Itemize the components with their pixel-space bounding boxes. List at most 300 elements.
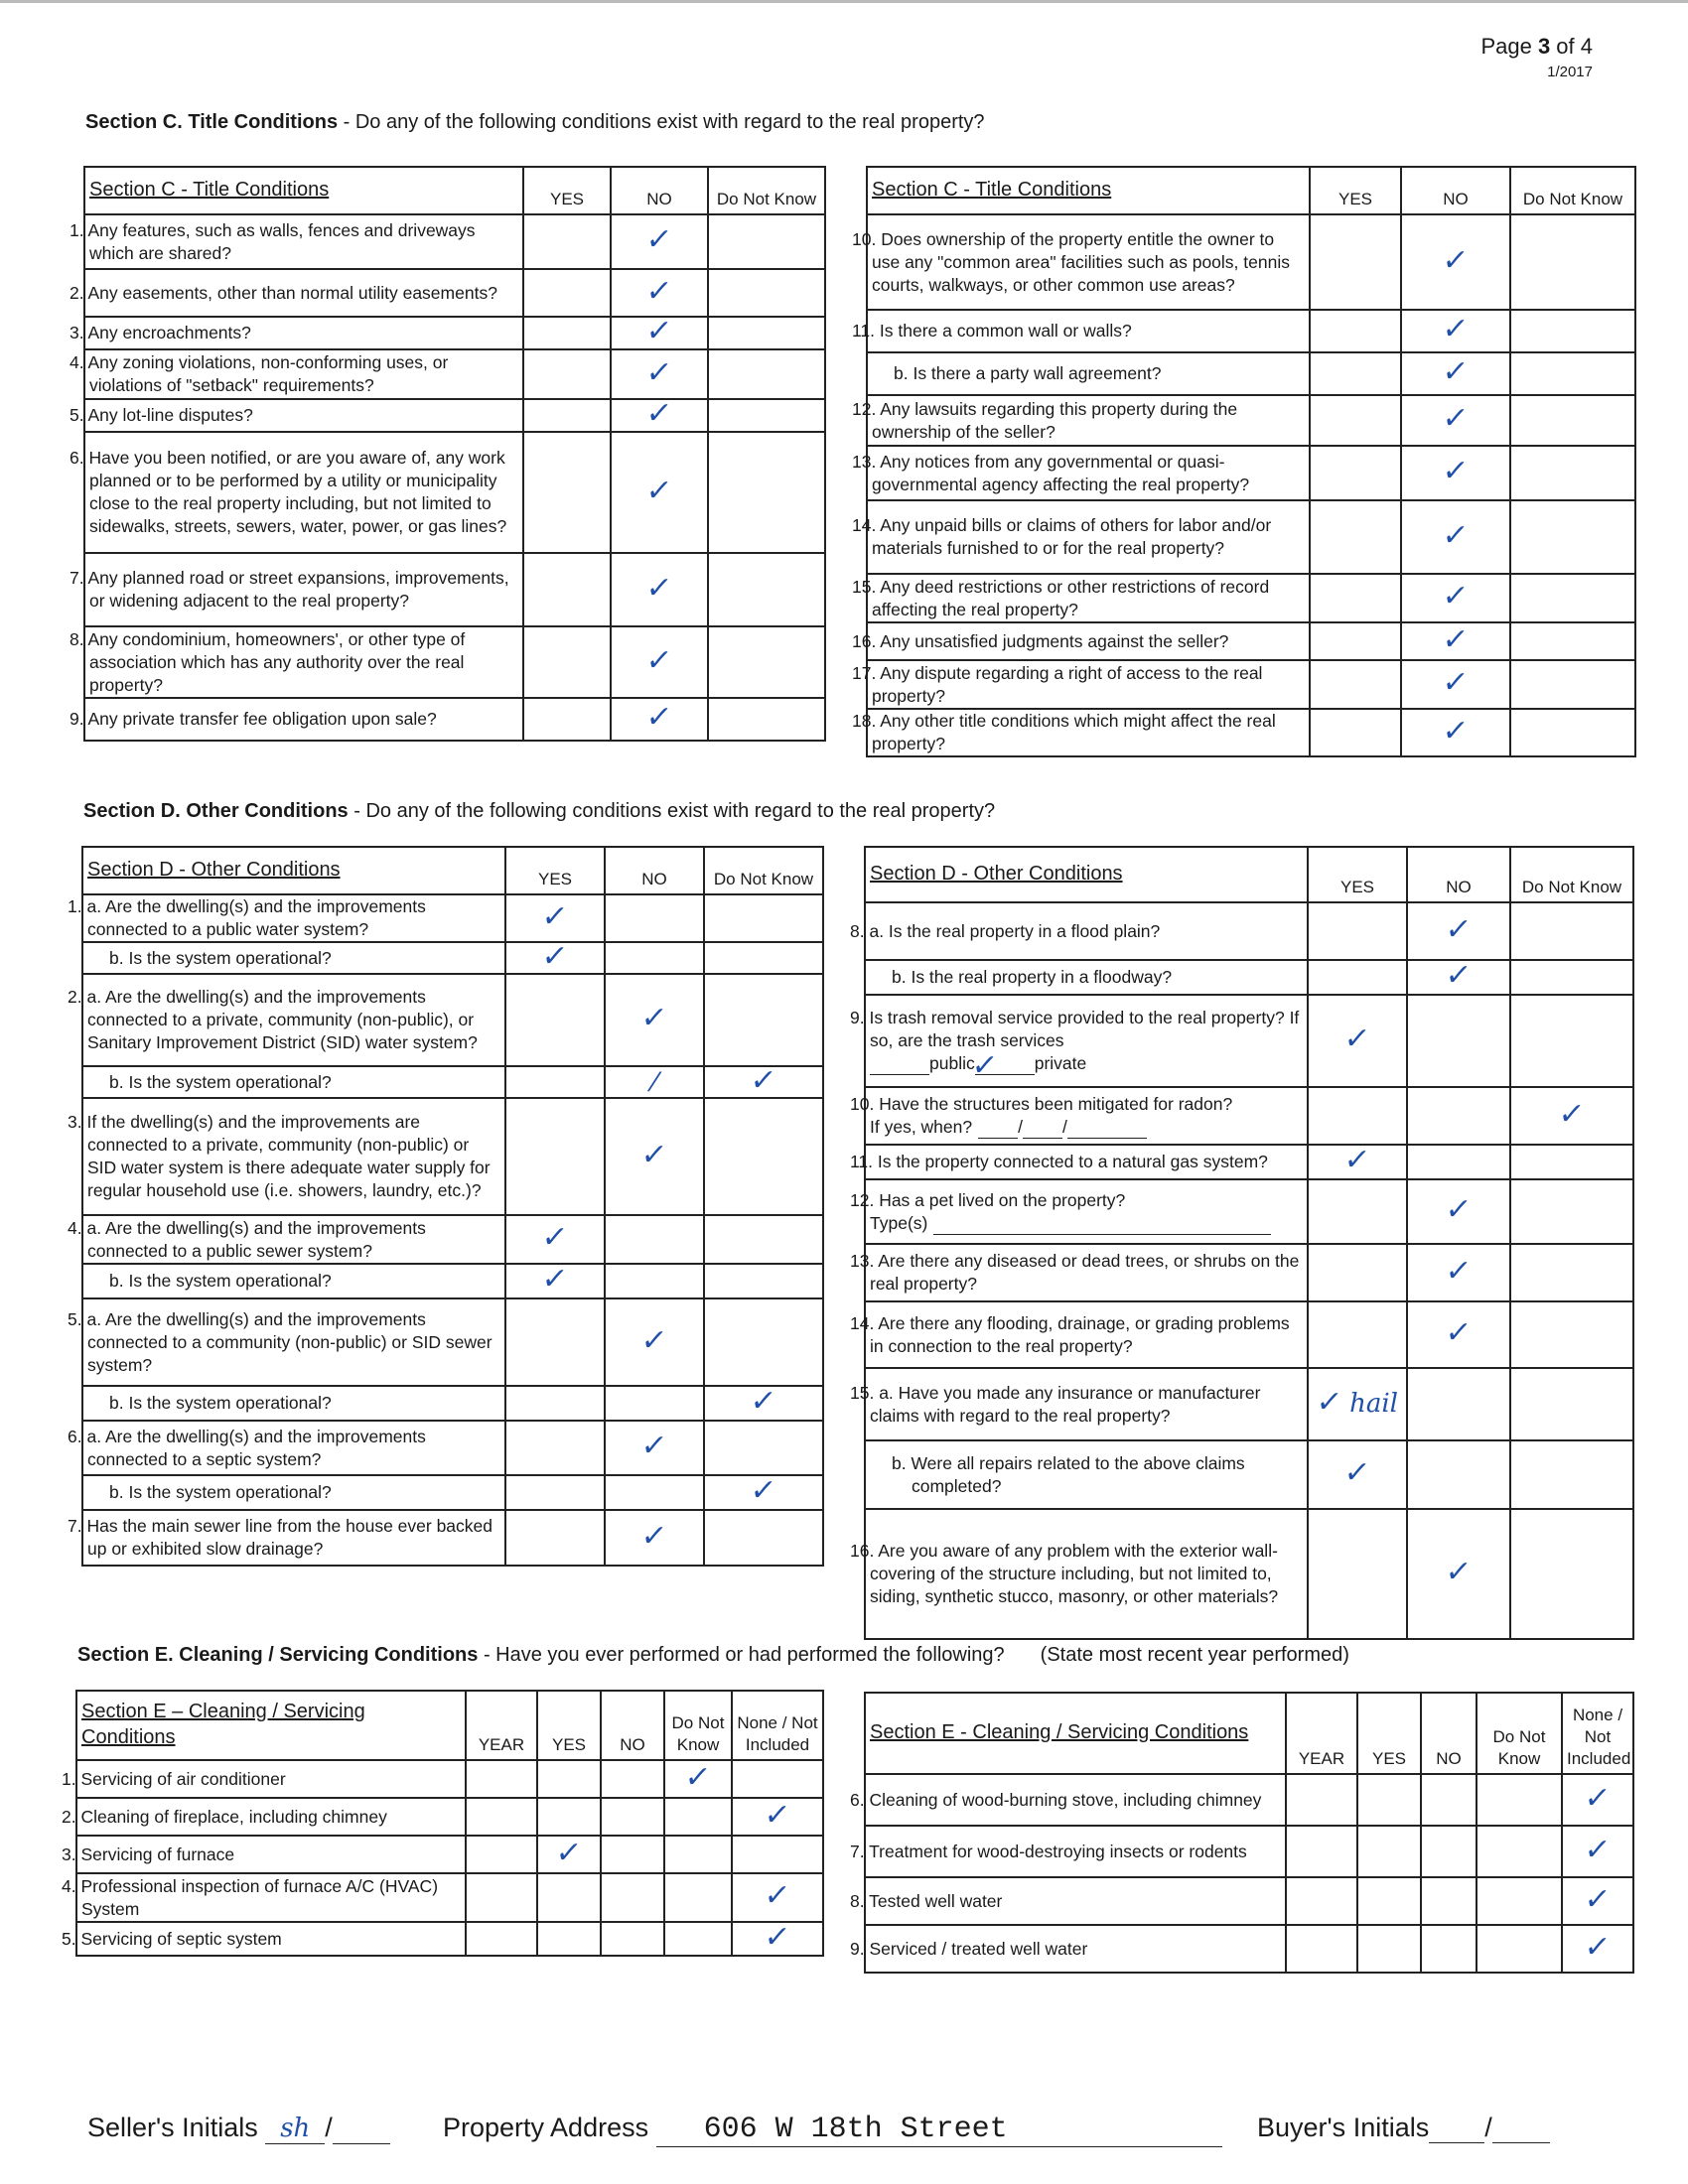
question-text: 4. Any zoning violations, non-conforming uses, or violations of "setback" requirements? xyxy=(84,349,523,399)
answer-cell-yes[interactable] xyxy=(1308,902,1407,960)
answer-no-checkmark-icon: ✓ xyxy=(1441,713,1472,749)
answer-cell-dnk[interactable] xyxy=(708,317,825,349)
section-e-heading: Section E. Cleaning / Servicing Conditions - Have you ever performed or had performed the following? (State most recent year performed) xyxy=(77,1644,1349,1666)
question-text: 9. Is trash removal service provided to the real property? If so, are the trash services public✓ private xyxy=(865,995,1308,1087)
answer-no-checkmark-icon: ✓ xyxy=(1444,1555,1475,1589)
answer-cell-yes[interactable] xyxy=(1310,574,1401,622)
question-text: 6. a. Are the dwelling(s) and the improvements connected to a septic system? xyxy=(82,1421,505,1475)
question-text: 5. Any lot-line disputes? xyxy=(84,399,523,432)
radon-month-field[interactable] xyxy=(978,1118,1018,1139)
question-text: 15. Any deed restrictions or other restrictions of record affecting the real property? xyxy=(867,574,1310,622)
answer-yes-checkmark-icon: ✓ xyxy=(1342,1022,1373,1056)
answer-cell-dnk[interactable] xyxy=(704,974,823,1066)
table-header-row xyxy=(84,167,825,214)
answer-cell-dnk[interactable] xyxy=(708,399,825,432)
answer-cell-no[interactable] xyxy=(1401,622,1510,660)
property-address: Property Address 606 W 18th Street xyxy=(443,2113,1222,2147)
answer-cell-dnk[interactable] xyxy=(1510,1509,1633,1639)
answer-cell-year[interactable] xyxy=(466,1873,537,1922)
handwritten-note: hail xyxy=(1349,1389,1399,1419)
answer-cell-no[interactable] xyxy=(1407,995,1510,1087)
table-row xyxy=(82,894,823,942)
answer-cell-no[interactable] xyxy=(1401,574,1510,622)
answer-dnk-checkmark-icon: ✓ xyxy=(749,1062,779,1098)
answer-cell-dnk[interactable] xyxy=(664,1873,732,1922)
question-text: 2. Cleaning of fireplace, including chimney xyxy=(76,1798,466,1836)
answer-cell-dnk[interactable] xyxy=(1510,574,1635,622)
answer-cell-yes[interactable] xyxy=(1308,960,1407,995)
answer-cell-yes[interactable] xyxy=(523,269,611,317)
answer-cell-no[interactable] xyxy=(611,349,708,399)
answer-cell-no[interactable] xyxy=(605,942,704,974)
answer-no-checkmark-icon: ✓ xyxy=(639,1429,670,1463)
answer-cell-yes[interactable] xyxy=(505,1215,605,1264)
answer-cell-yes[interactable] xyxy=(1308,1440,1407,1509)
property-address-value[interactable]: 606 W 18th Street xyxy=(656,2113,1222,2147)
column-header-no: NO xyxy=(1421,1693,1477,1774)
answer-cell-no[interactable] xyxy=(1407,1145,1510,1179)
answer-cell-dnk[interactable] xyxy=(1510,500,1635,574)
answer-no-checkmark-icon: ✓ xyxy=(1444,911,1475,947)
answer-cell-no[interactable] xyxy=(1421,1925,1477,1973)
answer-none-checkmark-icon: ✓ xyxy=(1583,1881,1614,1917)
question-text: 14. Any unpaid bills or claims of others for labor and/or materials furnished to or for the real property? xyxy=(867,500,1310,574)
column-header-no: NO xyxy=(605,847,704,894)
answer-cell-dnk[interactable] xyxy=(664,1798,732,1836)
answer-cell-no[interactable] xyxy=(1401,352,1510,395)
table-title: Section D - Other Conditions xyxy=(865,847,1308,902)
answer-cell-dnk[interactable] xyxy=(704,1298,823,1386)
answer-no-checkmark-icon: ✓ xyxy=(644,473,675,508)
answer-yes-checkmark-icon: ✓ xyxy=(554,1835,585,1870)
question-text: 6. Have you been notified, or are you aware of, any work planned or to be performed by a utility or municipality close to the real property including, but not limited to sidewalks, streets, sewers, water, power, or gas lines? xyxy=(84,432,523,553)
table-row xyxy=(867,660,1635,709)
answer-cell-year[interactable] xyxy=(466,1922,537,1956)
column-header-yes: YES xyxy=(523,167,611,214)
answer-cell-yes[interactable] xyxy=(1308,1509,1407,1639)
answer-cell-yes[interactable] xyxy=(1308,1244,1407,1301)
answer-cell-yes[interactable] xyxy=(1357,1877,1421,1925)
question-text: 5. Servicing of septic system xyxy=(76,1922,466,1956)
question-text: 13. Are there any diseased or dead trees, or shrubs on the real property? xyxy=(865,1244,1308,1301)
table-row xyxy=(84,626,825,698)
column-header-dnk: Do Not Know xyxy=(704,847,823,894)
answer-cell-dnk[interactable] xyxy=(704,894,823,942)
answer-cell-yes[interactable] xyxy=(505,1510,605,1566)
answer-dnk-checkmark-icon: ✓ xyxy=(683,1759,714,1795)
question-text: 3. Servicing of furnace xyxy=(76,1836,466,1873)
answer-cell-yes[interactable] xyxy=(537,1873,601,1922)
answer-cell-none[interactable] xyxy=(1562,1925,1633,1973)
answer-cell-dnk[interactable] xyxy=(704,1062,823,1098)
answer-cell-dnk[interactable] xyxy=(1510,902,1633,960)
answer-cell-yes[interactable] xyxy=(505,1421,605,1475)
answer-cell-yes[interactable] xyxy=(1310,660,1401,709)
table-row xyxy=(867,352,1635,395)
answer-cell-none[interactable] xyxy=(732,1836,823,1873)
table-row xyxy=(867,395,1635,446)
answer-cell-yes[interactable] xyxy=(1308,1087,1407,1145)
column-header-dnk: Do Not Know xyxy=(708,167,825,214)
answer-cell-yes[interactable] xyxy=(505,974,605,1066)
answer-cell-yes[interactable] xyxy=(505,894,605,942)
answer-cell-none[interactable] xyxy=(732,1798,823,1836)
answer-cell-dnk[interactable] xyxy=(704,1510,823,1566)
answer-cell-no[interactable] xyxy=(1407,1368,1510,1440)
answer-cell-year[interactable] xyxy=(466,1760,537,1798)
answer-cell-yes[interactable] xyxy=(523,214,611,269)
answer-no-checkmark-icon: ✓ xyxy=(1444,958,1475,993)
answer-cell-dnk[interactable] xyxy=(1510,1301,1633,1368)
answer-cell-dnk[interactable] xyxy=(704,1386,823,1421)
table-header-row xyxy=(865,1693,1633,1774)
answer-yes-checkmark-icon: ✓ xyxy=(540,1262,571,1297)
answer-cell-dnk[interactable] xyxy=(1510,995,1633,1087)
table-title: Section C - Title Conditions xyxy=(867,167,1310,214)
answer-cell-year[interactable] xyxy=(1286,1826,1357,1877)
answer-cell-dnk[interactable] xyxy=(1510,446,1635,500)
table-row xyxy=(865,902,1633,960)
question-text: 10. Have the structures been mitigated for radon? If yes, when? / / xyxy=(865,1087,1308,1145)
question-text: 7. Has the main sewer line from the house ever backed up or exhibited slow drainage? xyxy=(82,1510,505,1566)
answer-cell-dnk[interactable] xyxy=(664,1922,732,1956)
answer-cell-dnk[interactable] xyxy=(1477,1774,1562,1826)
answer-cell-year[interactable] xyxy=(1286,1925,1357,1973)
answer-cell-dnk[interactable] xyxy=(664,1836,732,1873)
question-text: 14. Are there any flooding, drainage, or grading problems in connection to the real property? xyxy=(865,1301,1308,1368)
answer-cell-dnk[interactable] xyxy=(704,1098,823,1215)
answer-cell-yes[interactable] xyxy=(523,317,611,349)
answer-cell-no[interactable] xyxy=(605,1421,704,1475)
table-row xyxy=(865,1925,1633,1973)
answer-yes-checkmark-icon: ✓ xyxy=(1342,1455,1373,1490)
table-row xyxy=(84,399,825,432)
answer-cell-dnk[interactable] xyxy=(1510,622,1635,660)
question-text: 17. Any dispute regarding a right of access to the real property? xyxy=(867,660,1310,709)
answer-none-checkmark-icon: ✓ xyxy=(1583,1780,1614,1816)
answer-cell-dnk[interactable] xyxy=(708,626,825,698)
answer-cell-yes[interactable] xyxy=(523,399,611,432)
answer-cell-none[interactable] xyxy=(1562,1774,1633,1826)
table-row xyxy=(865,1774,1633,1826)
answer-cell-yes[interactable] xyxy=(505,1066,605,1098)
buyer-initials-field[interactable] xyxy=(1429,2122,1484,2143)
table-row xyxy=(82,1215,823,1264)
answer-cell-no[interactable] xyxy=(611,396,708,432)
table-row xyxy=(865,1145,1633,1179)
answer-cell-yes[interactable] xyxy=(537,1798,601,1836)
table-row xyxy=(82,942,823,974)
table-row xyxy=(867,214,1635,310)
answer-cell-year[interactable] xyxy=(466,1836,537,1873)
answer-cell-yes[interactable] xyxy=(1357,1925,1421,1973)
question-text: 9. Any private transfer fee obligation upon sale? xyxy=(84,698,523,741)
answer-cell-yes[interactable] xyxy=(1310,395,1401,446)
answer-cell-no[interactable] xyxy=(601,1798,664,1836)
answer-cell-yes[interactable] xyxy=(1310,500,1401,574)
question-text: 18. Any other title conditions which might affect the real property? xyxy=(867,709,1310,756)
answer-cell-none[interactable] xyxy=(732,1873,823,1922)
table-row xyxy=(865,1244,1633,1301)
question-text: 9. Serviced / treated well water xyxy=(865,1925,1286,1973)
table-row xyxy=(865,960,1633,995)
answer-cell-dnk[interactable] xyxy=(1477,1877,1562,1925)
answer-cell-yes[interactable] xyxy=(1310,352,1401,395)
answer-cell-no[interactable] xyxy=(605,894,704,942)
answer-cell-no[interactable] xyxy=(1401,709,1510,756)
answer-cell-none[interactable] xyxy=(1562,1826,1633,1877)
answer-cell-yes[interactable] xyxy=(537,1836,601,1873)
answer-cell-no[interactable] xyxy=(611,432,708,553)
answer-cell-none[interactable] xyxy=(732,1919,823,1956)
column-header-yes: YES xyxy=(1357,1693,1421,1774)
answer-cell-dnk[interactable] xyxy=(1510,214,1635,310)
answer-cell-no[interactable] xyxy=(605,1264,704,1298)
answer-cell-no[interactable] xyxy=(1407,1301,1510,1368)
column-header-dnk: Do Not Know xyxy=(1510,847,1633,902)
answer-cell-dnk[interactable] xyxy=(704,1421,823,1475)
table-title: Section E - Cleaning / Servicing Conditions xyxy=(865,1693,1286,1774)
answer-cell-no[interactable] xyxy=(1401,660,1510,709)
answer-cell-dnk[interactable] xyxy=(664,1760,732,1798)
question-text: 4. Professional inspection of furnace A/C (HVAC) System xyxy=(76,1873,466,1922)
answer-cell-no[interactable] xyxy=(1407,960,1510,995)
table-row xyxy=(84,432,825,553)
answer-no-checkmark-icon: ✓ xyxy=(1441,401,1472,436)
answer-cell-yes[interactable] xyxy=(505,1475,605,1510)
answer-cell-no[interactable] xyxy=(1407,1244,1510,1301)
question-text: 8. Tested well water xyxy=(865,1877,1286,1925)
answer-cell-yes[interactable] xyxy=(1308,1179,1407,1244)
radon-day-field[interactable] xyxy=(1023,1118,1062,1139)
answer-yes-checkmark-icon: ✓ xyxy=(1314,1385,1344,1420)
question-text: 16. Any unsatisfied judgments against the seller? xyxy=(867,622,1310,660)
answer-cell-no[interactable] xyxy=(611,269,708,317)
answer-cell-dnk[interactable] xyxy=(1510,395,1635,446)
answer-cell-dnk[interactable] xyxy=(1510,709,1635,756)
answer-cell-dnk[interactable] xyxy=(708,432,825,553)
answer-cell-dnk[interactable] xyxy=(1510,310,1635,352)
answer-cell-yes[interactable] xyxy=(1308,1301,1407,1368)
answer-no-checkmark-icon: ✓ xyxy=(1441,312,1472,346)
answer-cell-no[interactable] xyxy=(605,1098,704,1215)
answer-cell-dnk[interactable] xyxy=(704,1215,823,1264)
answer-cell-no[interactable] xyxy=(605,974,704,1066)
answer-cell-yes[interactable] xyxy=(1357,1774,1421,1826)
answer-cell-dnk[interactable] xyxy=(1510,1440,1633,1509)
answer-cell-no[interactable] xyxy=(611,314,708,349)
answer-cell-dnk[interactable] xyxy=(708,698,825,741)
answer-cell-yes[interactable] xyxy=(523,432,611,553)
question-text: b. Is the system operational? xyxy=(82,1066,505,1098)
table-row xyxy=(84,349,825,399)
answer-cell-dnk[interactable] xyxy=(1510,1145,1633,1179)
question-text: b. Is the system operational? xyxy=(82,942,505,974)
answer-cell-yes[interactable] xyxy=(505,938,605,974)
answer-cell-no[interactable] xyxy=(601,1922,664,1956)
answer-cell-no[interactable] xyxy=(1401,395,1510,446)
column-header-dnk: Do Not Know xyxy=(1510,167,1635,214)
answer-cell-dnk[interactable] xyxy=(1510,1244,1633,1301)
trash-private-checkmark-icon: ✓ xyxy=(969,1048,1000,1083)
answer-cell-no[interactable] xyxy=(1407,1509,1510,1639)
table-row xyxy=(84,553,825,626)
answer-cell-no[interactable] xyxy=(601,1760,664,1798)
table-title: Section E – Cleaning / Servicing Conditions xyxy=(76,1691,466,1760)
answer-cell-no[interactable] xyxy=(605,1066,704,1098)
column-header-no: NO xyxy=(601,1691,664,1760)
answer-no-checkmark-icon: ✓ xyxy=(639,1137,670,1172)
table-row xyxy=(867,446,1635,500)
answer-cell-dnk[interactable] xyxy=(1477,1925,1562,1973)
answer-cell-no[interactable] xyxy=(601,1873,664,1922)
answer-cell-no[interactable] xyxy=(1401,500,1510,574)
question-text: 12. Any lawsuits regarding this property during the ownership of the seller? xyxy=(867,395,1310,446)
column-header-yes: YES xyxy=(1308,847,1407,902)
answer-cell-dnk[interactable] xyxy=(1510,660,1635,709)
answer-cell-no[interactable] xyxy=(611,698,708,741)
answer-cell-no[interactable] xyxy=(1421,1826,1477,1877)
column-header-no: NO xyxy=(1407,847,1510,902)
answer-cell-yes[interactable] xyxy=(505,1386,605,1421)
form-date: 1/2017 xyxy=(1547,64,1593,80)
answer-cell-dnk[interactable] xyxy=(708,349,825,399)
answer-cell-no[interactable] xyxy=(1407,1440,1510,1509)
answer-cell-year[interactable] xyxy=(466,1798,537,1836)
answer-cell-yes[interactable] xyxy=(1310,446,1401,500)
answer-cell-dnk[interactable] xyxy=(1477,1826,1562,1877)
answer-cell-no[interactable] xyxy=(1407,902,1510,960)
answer-no-checkmark-icon: ✓ xyxy=(639,1001,670,1035)
answer-cell-yes[interactable] xyxy=(523,626,611,698)
answer-none-checkmark-icon: ✓ xyxy=(763,1797,793,1833)
answer-cell-no[interactable] xyxy=(605,1475,704,1510)
answer-cell-dnk[interactable] xyxy=(708,269,825,317)
answer-cell-dnk[interactable] xyxy=(708,214,825,269)
answer-cell-no[interactable] xyxy=(611,214,708,269)
answer-cell-dnk[interactable] xyxy=(1510,1179,1633,1244)
answer-cell-none[interactable] xyxy=(732,1760,823,1798)
column-header-none: None / Not Included xyxy=(1562,1693,1633,1774)
answer-cell-no[interactable] xyxy=(601,1836,664,1873)
answer-cell-dnk[interactable] xyxy=(1510,352,1635,395)
answer-no-checkmark-icon: ✓ xyxy=(644,700,675,735)
answer-cell-yes[interactable] xyxy=(1357,1826,1421,1877)
answer-cell-no[interactable] xyxy=(1401,446,1510,500)
answer-cell-yes[interactable] xyxy=(1308,1145,1407,1179)
table-row xyxy=(84,214,825,269)
answer-cell-yes[interactable] xyxy=(1310,622,1401,660)
column-header-dnk: Do Not Know xyxy=(1477,1693,1562,1774)
answer-cell-yes[interactable] xyxy=(523,349,611,399)
radon-year-field[interactable] xyxy=(1067,1118,1147,1139)
table-header-row xyxy=(76,1691,823,1760)
question-text: b. Is the system operational? xyxy=(82,1386,505,1421)
answer-cell-yes[interactable] xyxy=(537,1760,601,1798)
answer-cell-dnk[interactable] xyxy=(1510,1368,1633,1440)
table-row xyxy=(867,310,1635,352)
answer-cell-yes[interactable] xyxy=(1310,214,1401,310)
answer-cell-no[interactable] xyxy=(605,1386,704,1421)
table-row xyxy=(76,1836,823,1873)
answer-cell-no[interactable] xyxy=(1401,214,1510,310)
answer-cell-dnk[interactable] xyxy=(704,1475,823,1510)
answer-cell-yes[interactable] xyxy=(1310,310,1401,352)
answer-cell-yes[interactable] xyxy=(1308,995,1407,1087)
answer-cell-dnk[interactable] xyxy=(704,1264,823,1298)
answer-cell-no[interactable] xyxy=(605,1510,704,1566)
answer-cell-yes[interactable] xyxy=(505,1264,605,1298)
trash-service-options: public✓ private xyxy=(870,1053,1086,1073)
answer-no-checkmark-icon: ✓ xyxy=(644,354,675,390)
question-text: b. Is the system operational? xyxy=(82,1264,505,1298)
question-text: 8. a. Is the real property in a flood plain? xyxy=(865,902,1308,960)
table-row xyxy=(76,1760,823,1798)
answer-cell-year[interactable] xyxy=(1286,1877,1357,1925)
answer-cell-no[interactable] xyxy=(605,1298,704,1386)
answer-cell-no[interactable] xyxy=(605,1215,704,1264)
seller-initials-value[interactable]: sh xyxy=(265,2114,325,2144)
answer-no-checkmark-icon: ✓ xyxy=(644,222,675,257)
answer-cell-none[interactable] xyxy=(1562,1877,1633,1925)
answer-cell-yes[interactable] xyxy=(505,1098,605,1215)
answer-cell-yes[interactable] xyxy=(537,1922,601,1956)
section-c-heading: Section C. Title Conditions - Do any of the following conditions exist with regard to the real property? xyxy=(85,111,985,133)
column-header-yes: YES xyxy=(1310,167,1401,214)
answer-cell-yes[interactable] xyxy=(523,698,611,741)
question-text: 8. Any condominium, homeowners', or other type of association which has any authority over the real property? xyxy=(84,626,523,698)
answer-yes-checkmark-icon: ✓ xyxy=(540,938,571,974)
answer-cell-no[interactable] xyxy=(611,553,708,626)
section-c-right-table xyxy=(852,166,1636,757)
question-text: 16. Are you aware of any problem with the exterior wall-covering of the structure including, but not limited to, siding, synthetic stucco, masonry, or other materials? xyxy=(865,1509,1308,1639)
question-text: 6. Cleaning of wood-burning stove, including chimney xyxy=(865,1774,1286,1826)
trash-private-field[interactable] xyxy=(969,1048,1035,1083)
question-text: 1. a. Are the dwelling(s) and the improvements connected to a public water system? xyxy=(82,894,505,942)
table-header-row xyxy=(867,167,1635,214)
answer-no-checkmark-icon: ✓ xyxy=(1441,621,1472,657)
pet-types-field[interactable] xyxy=(933,1214,1271,1235)
question-text: 15. a. Have you made any insurance or manufacturer claims with regard to the real property? xyxy=(865,1368,1308,1440)
answer-cell-yes[interactable] xyxy=(505,1298,605,1386)
pet-types: Type(s) xyxy=(870,1212,928,1233)
answer-cell-dnk[interactable] xyxy=(1510,960,1633,995)
answer-cell-dnk[interactable] xyxy=(704,942,823,974)
answer-cell-yes[interactable] xyxy=(1308,1368,1407,1440)
table-row xyxy=(82,1066,823,1098)
answer-cell-dnk[interactable] xyxy=(708,553,825,626)
answer-no-checkmark-icon: ✓ xyxy=(1441,354,1472,389)
answer-cell-year[interactable] xyxy=(1286,1774,1357,1826)
table-row xyxy=(82,1098,823,1215)
seller-initials: Seller's Initials sh / xyxy=(87,2113,390,2144)
answer-yes-checkmark-icon: ✓ xyxy=(540,1220,571,1255)
answer-no-checkmark-icon: ✓ xyxy=(1444,1192,1475,1227)
answer-cell-no[interactable] xyxy=(1421,1774,1477,1826)
answer-cell-no[interactable] xyxy=(1407,1179,1510,1244)
answer-no-checkmark-icon: ✓ xyxy=(1441,579,1472,614)
answer-cell-dnk[interactable] xyxy=(1510,1087,1633,1145)
answer-cell-no[interactable] xyxy=(1421,1877,1477,1925)
table-row xyxy=(865,1087,1633,1145)
answer-cell-no[interactable] xyxy=(611,626,708,698)
answer-cell-yes[interactable] xyxy=(1310,709,1401,756)
answer-cell-no[interactable] xyxy=(1401,310,1510,352)
answer-cell-no[interactable] xyxy=(1407,1087,1510,1145)
answer-cell-yes[interactable] xyxy=(523,553,611,626)
table-title: Section C - Title Conditions xyxy=(84,167,523,214)
table-row xyxy=(867,500,1635,574)
